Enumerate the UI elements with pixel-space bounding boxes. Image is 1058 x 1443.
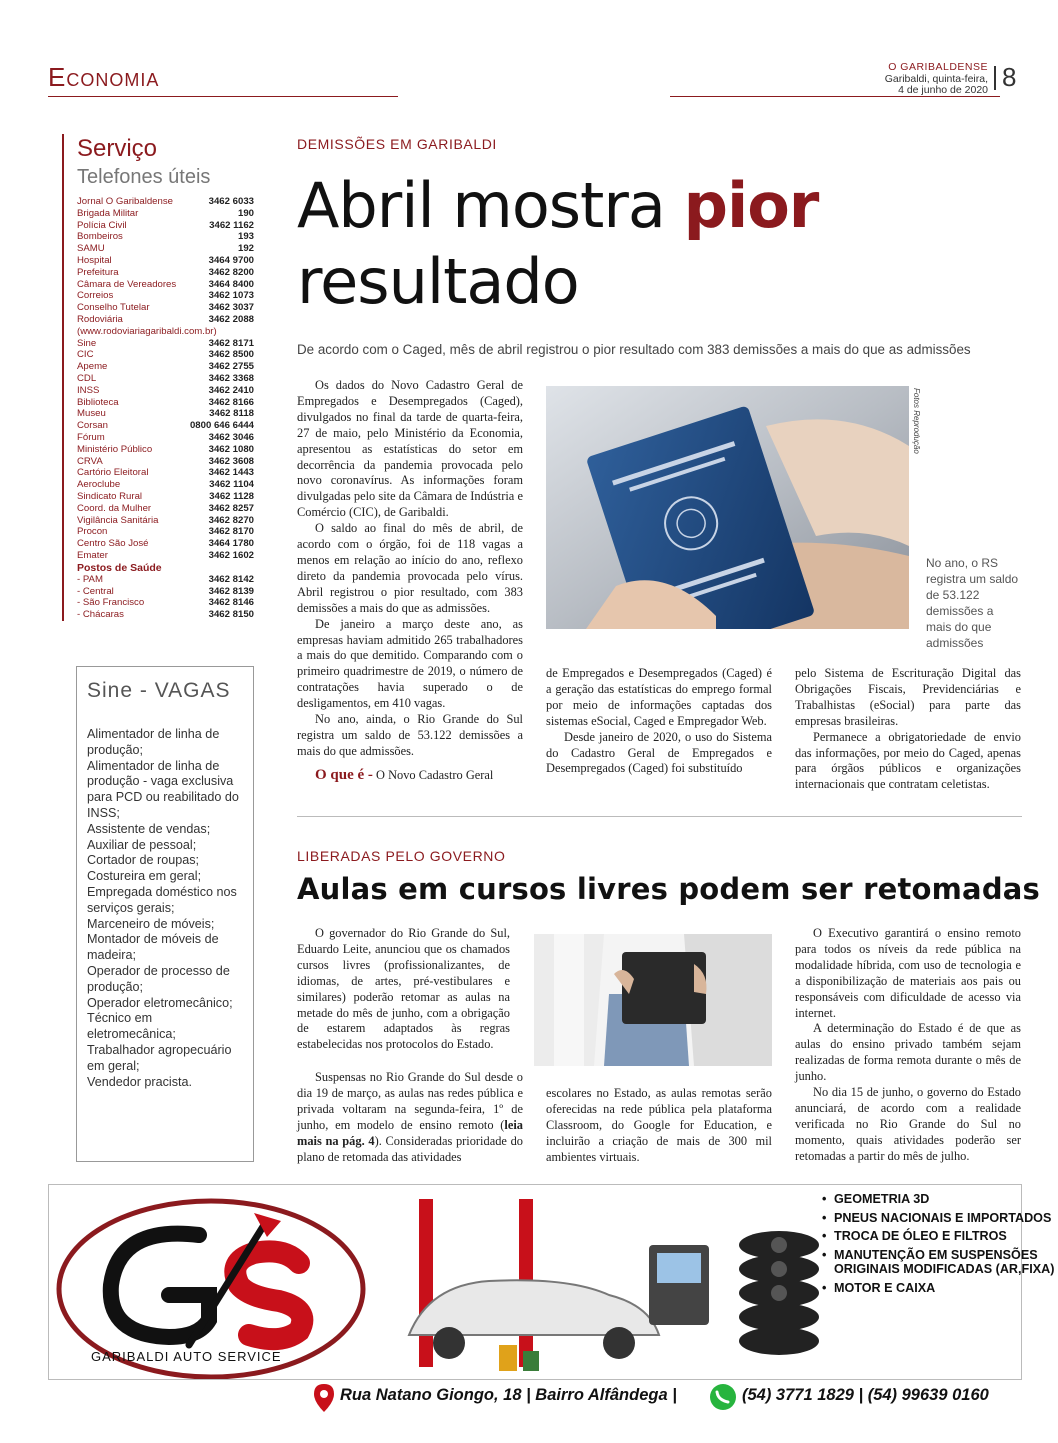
phone-entry-number: 3462 2410 bbox=[208, 384, 254, 396]
paragraph: No ano, ainda, o Rio Grande do Sul registra um saldo de 53.122 demissões a mais do que admissões. bbox=[297, 712, 523, 758]
header-rule-left bbox=[48, 96, 398, 97]
phone-entry-number: 3464 8400 bbox=[208, 278, 254, 290]
article2-column-3 bbox=[795, 926, 1021, 1165]
ad-service-item: • TROCA DE ÓLEO E FILTROS bbox=[822, 1229, 1058, 1244]
headline1-highlight: pior bbox=[683, 169, 819, 242]
phone-list bbox=[77, 196, 254, 562]
phone-entry bbox=[77, 196, 254, 208]
phone-entry-name: Bombeiros bbox=[77, 231, 123, 243]
paragraph: No dia 15 de junho, o governo do Estado anunciará, de acordo com a realidade verificada no Rio Grande do Sul no momento, quais atividades poderão ser retomadas a partir do mês de julho. bbox=[795, 1085, 1021, 1163]
job-item: Operador eletromecânico; bbox=[87, 995, 233, 1010]
phone-entry-name: Câmara de Vereadores bbox=[77, 278, 177, 290]
job-item: Auxiliar de pessoal; bbox=[87, 837, 197, 852]
phone-entry-name: Sine bbox=[77, 337, 97, 349]
page-number: 8 bbox=[1002, 62, 1017, 92]
phone-entry bbox=[77, 243, 254, 255]
article1-subhead: De acordo com o Caged, mês de abril registrou o pior resultado com 383 demissões a mais do que as admissões bbox=[297, 342, 971, 357]
phone-entry-number: 3462 2088 bbox=[208, 313, 254, 325]
paragraph: Desde janeiro de 2020, o uso do Sistema do Cadastro Geral de Empregados e Desempregados (Caged) foi substituído bbox=[546, 729, 772, 776]
paragraph: escolares no Estado, as aulas remotas serão oferecidas na rede pública pela plataforma Classroom, do Google for Education, e incluirão a criação de mais de 300 mil ambientes virtuais. bbox=[546, 1086, 772, 1164]
masthead bbox=[885, 62, 988, 97]
health-list bbox=[77, 574, 254, 621]
phone-entry bbox=[77, 550, 254, 562]
phone-entry-number: 3462 1073 bbox=[208, 290, 254, 302]
phone-entry-name: Corsan bbox=[77, 420, 108, 432]
phone-entry-number: 192 bbox=[237, 243, 254, 255]
phone-entry bbox=[77, 290, 254, 302]
paragraph: O saldo ao final do mês de abril, de acordo com o órgão, foi de 118 vagas a menos em relação ao início do ano, reflexo direto da pandemia provocada pelo vírus. Abril registrou o pior resultado, com 383 demissões a mais do que as admissões. bbox=[297, 521, 523, 615]
phone-entry bbox=[77, 515, 254, 527]
job-item: Alimentador de linha de produção; bbox=[87, 727, 220, 757]
job-item: Montador de móveis de madeira; bbox=[87, 932, 219, 963]
phone-entry bbox=[77, 361, 254, 373]
phone-entry bbox=[77, 338, 254, 350]
article2-column-2 bbox=[546, 1086, 772, 1166]
job-item: Assistente de vendas; bbox=[87, 821, 211, 836]
article2-headline: Aulas em cursos livres podem ser retomadas bbox=[297, 872, 1041, 906]
phone-entry bbox=[77, 408, 254, 420]
phone-entry-name: Sindicato Rural bbox=[77, 490, 143, 502]
phone-entry-name: Vigilância Sanitária bbox=[77, 514, 159, 526]
phone-entry-name: Cartório Eleitoral bbox=[77, 467, 149, 479]
article-divider bbox=[297, 816, 1022, 817]
phone-entry-name: - Central bbox=[77, 585, 114, 597]
paragraph bbox=[297, 768, 523, 784]
article1-column-3 bbox=[795, 666, 1021, 793]
paragraph: O Executivo garantirá o ensino remoto para todos os níveis da rede pública na modalidade híbrida, com uso de tecnologia e a disponibilização de materiais aos pais ou responsáveis com dificuldade de acesso via internet. bbox=[795, 926, 1021, 1020]
phone-entry-number: 3462 3368 bbox=[208, 372, 254, 384]
phone-entry-number: 3462 8257 bbox=[208, 502, 254, 514]
phone-entry-number: 3462 1602 bbox=[208, 549, 254, 561]
phone-entry-number: 3462 8150 bbox=[208, 609, 254, 621]
phone-entry-name: SAMU bbox=[77, 243, 105, 255]
phone-entry bbox=[77, 349, 254, 361]
article1-photo bbox=[546, 386, 909, 629]
oque-label: O que é - bbox=[315, 766, 373, 783]
phone-entry-number: 3462 1443 bbox=[208, 467, 254, 479]
paragraph: O governador do Rio Grande do Sul, Eduardo Leite, anunciou que os chamados cursos livres (profissionalizantes, de idiomas, de artes, pré-vestibulares e similares) poderão retomar as aulas na metade do mês de junho, com a obrigação de estarem adaptados às regras estabelecidas nos protocolos do Estado. bbox=[297, 926, 510, 1052]
phone-entry bbox=[77, 220, 254, 232]
phone-entry-number: 3462 1162 bbox=[209, 219, 254, 231]
job-item: Costureira em geral; bbox=[87, 869, 202, 884]
phone-entry bbox=[77, 267, 254, 279]
phone-entry-number: 3462 3608 bbox=[208, 455, 254, 467]
phone-entry-number: 3462 1080 bbox=[208, 443, 254, 455]
job-item: Empregada doméstico nos serviços gerais; bbox=[87, 884, 237, 915]
phone-entry-number: 3462 8139 bbox=[208, 585, 254, 597]
ad-brand: GARIBALDI AUTO SERVICE bbox=[91, 1349, 282, 1364]
phone-entry bbox=[77, 609, 254, 621]
dateline-line2: 4 de junho de 2020 bbox=[898, 84, 988, 96]
headline1-post: resultado bbox=[297, 245, 579, 318]
car-wheel bbox=[433, 1327, 465, 1359]
phone-entry-number: 3462 3046 bbox=[208, 431, 254, 443]
ad-service-item: • GEOMETRIA 3D bbox=[822, 1192, 1058, 1207]
phone-entry-number: 3462 8500 bbox=[208, 349, 254, 361]
phone-entry bbox=[77, 491, 254, 503]
phone-entry-name: Procon bbox=[77, 526, 108, 538]
photo-credit: Fotos Reprodução bbox=[912, 388, 921, 454]
paragraph: Os dados do Novo Cadastro Geral de Empregados e Desempregados (Caged), divulgados no final da tarde de quarta-feira, 27 de maio, pelo Ministério da Economia, apresentou as estatísticas do setor em decorrência da pandemia provocada pelo novo coronavírus. As informações foram divulgadas pelo site da Câmara de Indústria e Comércio (CIC), de Garibaldi. bbox=[297, 378, 523, 520]
sine-job-list bbox=[87, 727, 243, 1090]
article1-headline bbox=[297, 168, 1017, 320]
dateline-line1: Garibaldi, quinta-feira, bbox=[884, 72, 988, 85]
phone-entry-number: 3464 9700 bbox=[208, 254, 254, 266]
phone-entry-name: - Chácaras bbox=[77, 609, 124, 621]
article1-kicker: DEMISSÕES EM GARIBALDI bbox=[297, 136, 497, 152]
paragraph: Permanece a obrigatoriedade de envio das informações, por meio do Caged, apenas para órgãos públicos e organizações internacionais que contratam celetistas. bbox=[795, 729, 1021, 792]
phone-entry-number: 3464 1780 bbox=[208, 538, 254, 550]
servico-box bbox=[62, 134, 254, 621]
ad-service-item: • MANUTENÇÃO EM SUSPENSÕES ORIGINAIS MODIFICADAS (AR,FIXA) bbox=[822, 1248, 1058, 1277]
phone-entry-name: Coord. da Mulher bbox=[77, 502, 152, 514]
photo-caption: No ano, o RS registra um saldo de 53.122 demissões a mais do que admissões bbox=[926, 556, 1019, 650]
phone-entry-number: 3462 6033 bbox=[208, 196, 254, 207]
article2-column-1-bottom bbox=[297, 1070, 523, 1165]
job-item: Marceneiro de móveis; bbox=[87, 916, 215, 931]
phone-entry-name: Brigada Militar bbox=[77, 207, 139, 219]
phone-entry bbox=[77, 503, 254, 515]
paragraph: pelo Sistema de Escrituração Digital das Obrigações Fiscais, Previdenciárias e Trabalhistas (eSocial) para parte das empresas brasileiras. bbox=[795, 666, 1021, 728]
phone-entry bbox=[77, 255, 254, 267]
phone-entry-number: 3462 8166 bbox=[208, 396, 254, 408]
phone-entry-number: 3462 3037 bbox=[208, 302, 254, 314]
phone-entry-number: 3462 8146 bbox=[208, 597, 254, 609]
phone-entry-number: 3462 8270 bbox=[208, 514, 254, 526]
phone-entry-name: Biblioteca bbox=[77, 396, 119, 408]
phone-entry-number: 3462 8170 bbox=[208, 526, 254, 538]
phone-entry bbox=[77, 326, 254, 338]
car-wheel bbox=[603, 1327, 635, 1359]
sine-box bbox=[76, 666, 254, 1162]
phone-entry-name: CIC bbox=[77, 349, 94, 361]
paragraph: A determinação do Estado é de que as aulas do ensino privado também sejam realizadas de forma remota durante o mês de junho. bbox=[795, 1021, 1021, 1084]
phone-entry bbox=[77, 456, 254, 468]
phone-entry-name: Correios bbox=[77, 290, 114, 302]
phone-entry-name: Museu bbox=[77, 408, 106, 420]
lift-post-left bbox=[419, 1199, 433, 1367]
phone-entry-number: 190 bbox=[237, 207, 254, 219]
phone-entry-number: 3462 8171 bbox=[208, 337, 254, 349]
student-laptop-photo bbox=[534, 934, 772, 1066]
publication-name: O GARIBALDENSE bbox=[888, 61, 988, 73]
paragraph bbox=[297, 1070, 523, 1165]
phone-entry bbox=[77, 420, 254, 432]
text-run: ). Consideradas prioridade do plano de retomada das atividades bbox=[297, 1133, 523, 1164]
phone-entry bbox=[77, 231, 254, 243]
phone-entry-name: Aeroclube bbox=[77, 479, 121, 491]
job-item: Vendedor pracista. bbox=[87, 1074, 193, 1089]
phone-entry bbox=[77, 444, 254, 456]
phone-entry bbox=[77, 479, 254, 491]
sine-title: Sine - VAGAS bbox=[87, 679, 231, 702]
job-item: Trabalhador agropecuário em geral; bbox=[87, 1042, 232, 1073]
section-title: Economia bbox=[48, 62, 160, 92]
phone-entry bbox=[77, 432, 254, 444]
job-item: Cortador de roupas; bbox=[87, 853, 200, 868]
phone-entry-name: CDL bbox=[77, 372, 97, 384]
phone-entry-number: 3462 1128 bbox=[209, 490, 254, 502]
work-card-photo bbox=[546, 386, 909, 629]
phone-entry-number: 3462 2755 bbox=[208, 361, 254, 373]
paragraph: de Empregados e Desempregados (Caged) é a geração das estatísticas do emprego formal por meio de informações captadas dos sistemas eSocial, Caged e Empregador Web. bbox=[546, 666, 772, 728]
phone-entry-name: Centro São José bbox=[77, 538, 149, 550]
servico-title: Serviço bbox=[77, 135, 158, 162]
servico-subtitle: Telefones úteis bbox=[77, 166, 211, 188]
phone-entry bbox=[77, 397, 254, 409]
oil-can bbox=[499, 1345, 517, 1371]
phone-entry-name: Conselho Tutelar bbox=[77, 302, 150, 314]
paragraph: De janeiro a março deste ano, as empresas haviam admitido 265 trabalhadores a mais do que demitido. Comparando com o primeiro quadrimestre de 2019, o número de contratações havia superado o de desligamentos, em 410 vagas. bbox=[297, 616, 523, 711]
page-reference: leia mais na pág. 4 bbox=[297, 1117, 523, 1148]
phone-entry-number: 193 bbox=[237, 231, 254, 243]
phone-entry-name: Polícia Civil bbox=[77, 219, 127, 231]
phone-entry-name: Emater bbox=[77, 549, 108, 561]
phone-entry-name: Prefeitura bbox=[77, 266, 119, 278]
article1-column-1 bbox=[297, 378, 523, 784]
phone-entry-name: Rodoviária bbox=[77, 313, 123, 325]
phone-entry-number: 3462 1104 bbox=[209, 479, 254, 491]
phone-entry bbox=[77, 385, 254, 397]
article1-column-2 bbox=[546, 666, 772, 777]
phone-entry bbox=[77, 574, 254, 586]
whatsapp-icon bbox=[710, 1384, 736, 1410]
phone-entry-name: Ministério Público bbox=[77, 443, 153, 455]
phone-entry-name: INSS bbox=[77, 384, 100, 396]
ad-address: Rua Natano Giongo, 18 | Bairro Alfândega | bbox=[340, 1386, 677, 1404]
phone-entry-name: Hospital bbox=[77, 254, 112, 266]
phone-entry-name: Apeme bbox=[77, 361, 108, 373]
phone-entry bbox=[77, 586, 254, 598]
job-item: Técnico em eletromecânica; bbox=[87, 1011, 176, 1042]
phone-entry-name: - São Francisco bbox=[77, 597, 145, 609]
phone-entry-name: Fórum bbox=[77, 431, 105, 443]
phone-entry bbox=[77, 526, 254, 538]
phone-entry bbox=[77, 467, 254, 479]
phone-entry-number: 3462 8118 bbox=[209, 408, 254, 420]
article2-photo bbox=[534, 934, 772, 1066]
phone-entry bbox=[77, 373, 254, 385]
oil-can bbox=[523, 1351, 539, 1371]
phone-entry-number: 3462 8200 bbox=[208, 266, 254, 278]
phone-entry-name: CRVA bbox=[77, 455, 103, 467]
job-item: Operador de processo de produção; bbox=[87, 963, 230, 994]
phone-entry bbox=[77, 597, 254, 609]
phone-entry bbox=[77, 314, 254, 326]
headline1-pre: Abril mostra bbox=[297, 169, 684, 242]
phone-entry-name: (www.rodoviariagaribaldi.com.br) bbox=[77, 325, 217, 337]
ad-service-item: • PNEUS NACIONAIS E IMPORTADOS bbox=[822, 1211, 1058, 1226]
job-item: Alimentador de linha de produção - vaga exclusiva para PCD ou reabilitado do INSS; bbox=[87, 758, 239, 820]
article2-kicker: LIBERADAS PELO GOVERNO bbox=[297, 848, 506, 864]
phone-entry-number: 3462 8142 bbox=[208, 573, 254, 585]
health-title: Postos de Saúde bbox=[77, 561, 162, 574]
ad-service-item: • MOTOR E CAIXA bbox=[822, 1281, 1058, 1296]
phone-entry-name: - PAM bbox=[77, 573, 103, 585]
car-body bbox=[409, 1280, 659, 1335]
oque-text: O Novo Cadastro Geral bbox=[372, 767, 494, 782]
phone-entry bbox=[77, 208, 254, 220]
ad-service-list bbox=[822, 1192, 1058, 1300]
phone-entry bbox=[77, 302, 254, 314]
phone-entry-number: 0800 646 6444 bbox=[189, 420, 254, 432]
phone-entry-name: Jornal O Garibaldense bbox=[77, 196, 173, 207]
page-number-divider bbox=[994, 66, 996, 90]
text-run: Suspensas no Rio Grande do Sul desde o dia 19 de março, as aulas nas redes pública e privada voltaram na segunda-feira, 1º de junho, em modelo de ensino remoto ( bbox=[297, 1070, 523, 1132]
ad-phones: (54) 3771 1829 | (54) 99639 0160 bbox=[742, 1386, 989, 1404]
phone-entry bbox=[77, 538, 254, 550]
article2-column-1-top bbox=[297, 926, 510, 1053]
phone-entry bbox=[77, 279, 254, 291]
